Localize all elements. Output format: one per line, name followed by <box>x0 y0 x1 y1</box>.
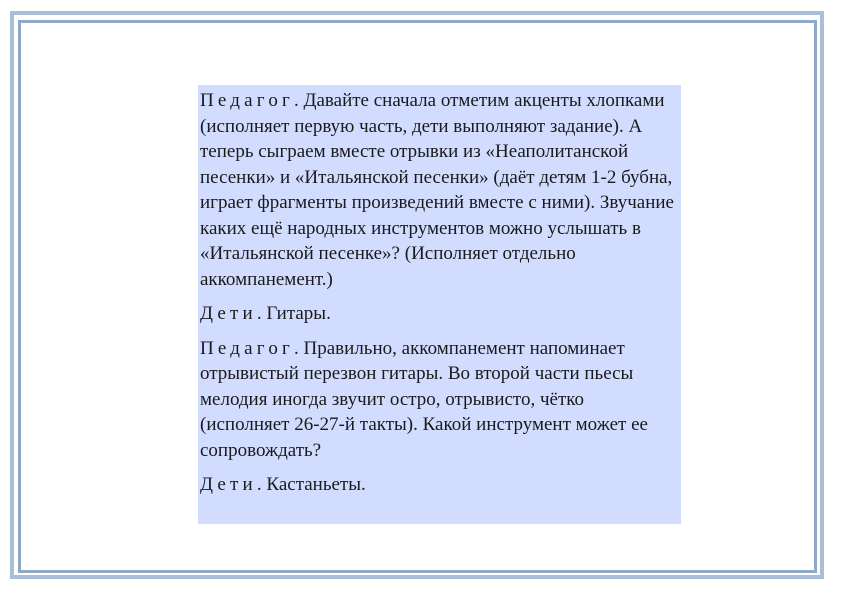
dialogue-text-box <box>198 85 681 524</box>
dialogue-paragraph-teacher-2 <box>200 336 675 464</box>
dialogue-paragraph-children-1 <box>200 301 675 327</box>
speaker-label: Дети <box>200 303 257 324</box>
dialogue-text: . Давайте сначала отметим акценты хлопками (исполняет первую часть, дети выполняют задание). А теперь сыграем вместе отрывки из «Неаполитанской песенки» и «Итальянской песенки» (даёт детям 1-2 бубна, играет фрагменты произведений вместе с ними). Звучание каких ещё народных инструментов можно услышать в «Итальянской песенке»? (Исполняет отдельно аккомпанемент.) <box>200 90 674 290</box>
speaker-label: Педагог <box>200 337 295 359</box>
dialogue-text: . Правильно, аккомпанемент напоминает отрывистый перезвон гитары. Во второй части пьесы мелодия иногда звучит остро, отрывисто, чётко (исполняет 26-27-й такты). Какой инструмент может ее сопровождать? <box>200 337 648 461</box>
dialogue-paragraph-children-2 <box>200 472 675 498</box>
dialogue-text: . Кастаньеты. <box>256 474 366 495</box>
speaker-label: Дети <box>200 474 257 495</box>
dialogue-text: . Гитары. <box>256 303 331 324</box>
dialogue-paragraph-teacher-1 <box>200 88 675 292</box>
speaker-label: Педагог <box>200 90 295 111</box>
